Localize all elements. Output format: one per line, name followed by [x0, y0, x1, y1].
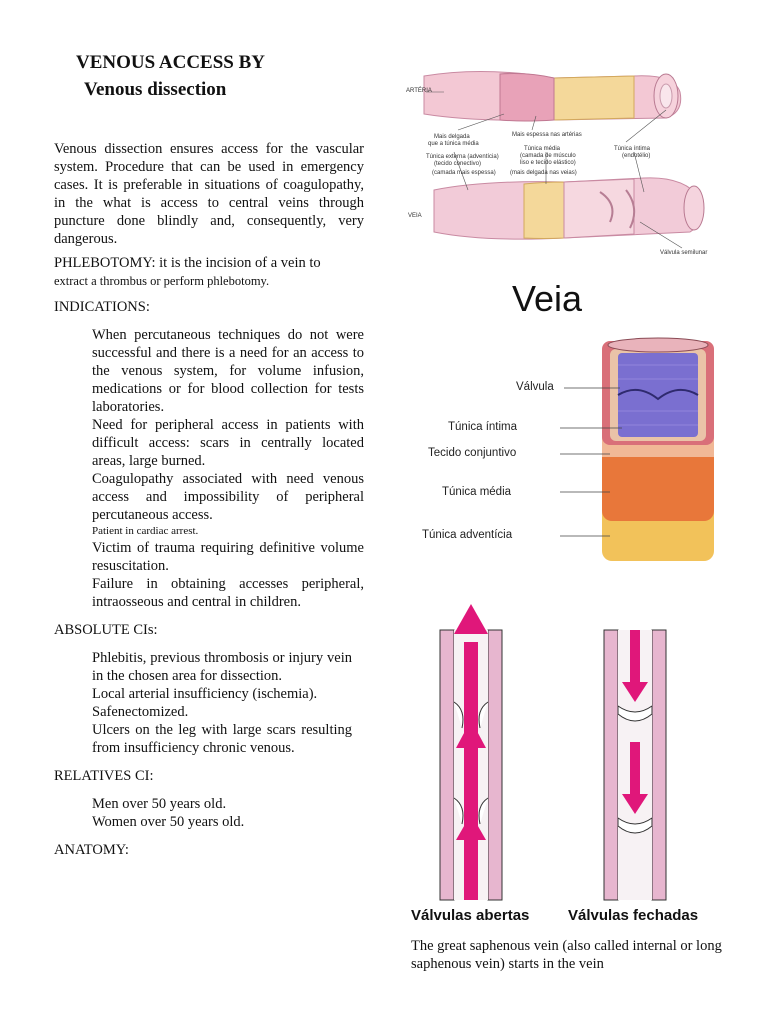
- list-item: Need for peripheral access in patients with difficult access: scars in centrally located areas, large burned.: [92, 417, 364, 469]
- veia-label-valvula: Válvula: [516, 381, 554, 393]
- list-item: Victim of trauma requiring definitive volume resuscitation.: [92, 540, 364, 574]
- valves-closed-caption: Válvulas fechadas: [568, 907, 699, 924]
- list-item: Patient in cardiac arrest.: [92, 525, 199, 537]
- figure1-label: Túnica externa (adventícia): [426, 154, 499, 160]
- veia-title: Veia: [512, 278, 583, 319]
- veia-label-tecido-conjuntivo: Tecido conjuntivo: [428, 447, 517, 459]
- veia-label-tunica-adventicia: Túnica adventícia: [422, 529, 513, 541]
- intro-paragraph: Venous dissection ensures access for the vascular system. Procedure that can be used in emergency cases. It is preferable in situations of coagulopathy, in the what is access to central veins through puncture done blindly and, consequently, very dangerous.: [54, 141, 364, 247]
- figure1-label: Mais delgada: [434, 134, 470, 140]
- figure1-label: (camada de músculo: [520, 153, 576, 159]
- absolute-heading: ABSOLUTE CIs:: [54, 622, 158, 638]
- artery-label: ARTÉRIA: [406, 88, 432, 94]
- indications-heading: INDICATIONS:: [54, 299, 150, 315]
- relatives-heading: RELATIVES CI:: [54, 768, 154, 784]
- veia-leader-lines: [560, 385, 640, 545]
- list-item: Phlebitis, previous thrombosis or injury vein in the chosen area for dissection.: [92, 650, 352, 684]
- figure1-label: que a túnica média: [428, 141, 479, 147]
- indications-list: [54, 326, 364, 611]
- list-item: Ulcers on the leg with large scars resulting from insufficiency chronic venous.: [92, 722, 352, 756]
- list-item: When percutaneous techniques do not were successful and there is a need for an access to the venous system, for volume infusion, medications or for blood collection for tests laboratories.: [92, 327, 364, 415]
- relatives-list: [54, 795, 364, 831]
- list-item: Women over 50 years old.: [92, 814, 245, 830]
- figure1-label: Túnica média: [524, 146, 561, 152]
- list-item: Men over 50 years old.: [92, 796, 227, 812]
- phlebotomy-paragraph: [54, 254, 364, 290]
- list-item: Local arterial insufficiency (ischemia).: [92, 686, 318, 702]
- figure1-label: liso e tecido elástico): [520, 160, 576, 166]
- document-title: VENOUS ACCESS BY: [76, 52, 265, 73]
- figure1-label: Válvula semilunar: [660, 250, 708, 256]
- valves-illustration: [436, 602, 736, 902]
- figure1-label: Mais espessa nas artérias: [512, 132, 582, 138]
- list-item: Coagulopathy associated with need venous access and impossibility of peripheral percutaneous access.: [92, 471, 364, 523]
- list-item: Safenectomized.: [92, 704, 189, 720]
- list-item: Failure in obtaining accesses peripheral, intraosseous and central in children.: [92, 576, 364, 610]
- phlebotomy-line-2: extract a thrombus or perform phlebotomy.: [54, 274, 270, 288]
- vein-label: VEIA: [408, 213, 422, 219]
- veia-label-tunica-media: Túnica média: [442, 486, 512, 498]
- document-subtitle: Venous dissection: [84, 79, 227, 100]
- figure1-label: (tecido conectivo): [434, 161, 482, 167]
- anatomy-heading: ANATOMY:: [54, 842, 129, 858]
- valves-open-caption: Válvulas abertas: [411, 907, 530, 924]
- phlebotomy-line-1: PHLEBOTOMY: it is the incision of a vein to: [54, 255, 321, 271]
- figure1-label: (camada mais espessa): [432, 170, 496, 176]
- absolute-list: [54, 649, 352, 757]
- figure1-label: Túnica íntima: [614, 146, 651, 152]
- left-column: [54, 140, 364, 869]
- artery-vein-illustration: [404, 52, 724, 262]
- figure1-label: (mais delgada nas veias): [510, 170, 577, 176]
- veia-label-tunica-intima: Túnica íntima: [448, 421, 518, 433]
- saphenous-paragraph: The great saphenous vein (also called internal or long saphenous vein) starts in the vein: [411, 938, 722, 972]
- figure1-label: (endotélio): [622, 153, 651, 159]
